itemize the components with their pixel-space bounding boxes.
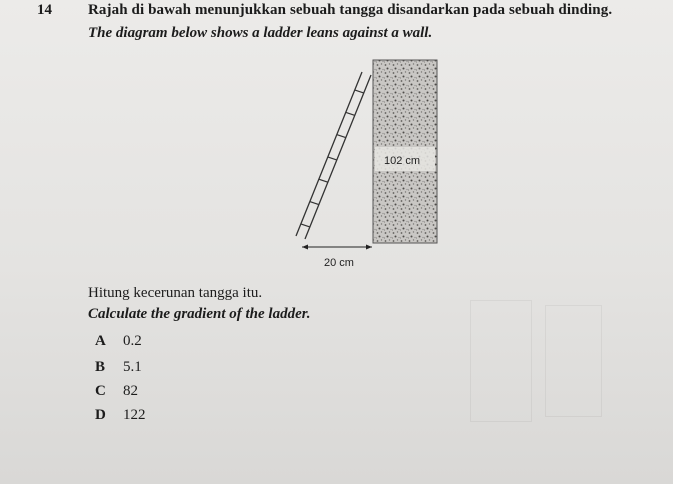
ladder-rung — [355, 90, 364, 93]
prompt-english: Calculate the gradient of the ladder. — [88, 306, 311, 322]
question-text-malay: Rajah di bawah menunjukkan sebuah tangga disandarkan pada sebuah dinding. — [88, 2, 613, 18]
ladder-rung — [310, 202, 319, 205]
ladder-rung — [301, 224, 310, 227]
option-d[interactable] — [95, 407, 146, 424]
arrowhead-right — [366, 245, 372, 250]
option-value: 122 — [123, 407, 146, 423]
prompt-malay: Hitung kecerunan tangga itu. — [88, 285, 263, 301]
ladder-rung — [328, 157, 337, 160]
showthrough-mark — [470, 300, 532, 422]
option-a[interactable] — [95, 333, 142, 350]
ladder-rail-left — [296, 72, 362, 236]
ladder-rung — [346, 112, 355, 115]
option-value: 82 — [123, 383, 138, 399]
arrowhead-left — [302, 245, 308, 250]
ladder-wall-diagram — [280, 55, 460, 280]
question-number: 14 — [37, 2, 52, 18]
option-letter: C — [95, 383, 106, 399]
ladder-rung — [337, 135, 346, 138]
ladder-rung — [319, 179, 328, 182]
option-letter: A — [95, 333, 106, 349]
showthrough-mark — [545, 305, 602, 417]
ladder-rail-right — [305, 75, 371, 239]
height-label: 102 cm — [384, 155, 421, 167]
option-c[interactable] — [95, 383, 138, 400]
option-letter: B — [95, 359, 106, 375]
option-b[interactable] — [95, 359, 142, 376]
base-label: 20 cm — [324, 257, 354, 269]
option-letter: D — [95, 407, 106, 423]
option-value: 0.2 — [123, 333, 142, 349]
question-text-english: The diagram below shows a ladder leans against a wall. — [88, 25, 433, 41]
option-value: 5.1 — [123, 359, 142, 375]
